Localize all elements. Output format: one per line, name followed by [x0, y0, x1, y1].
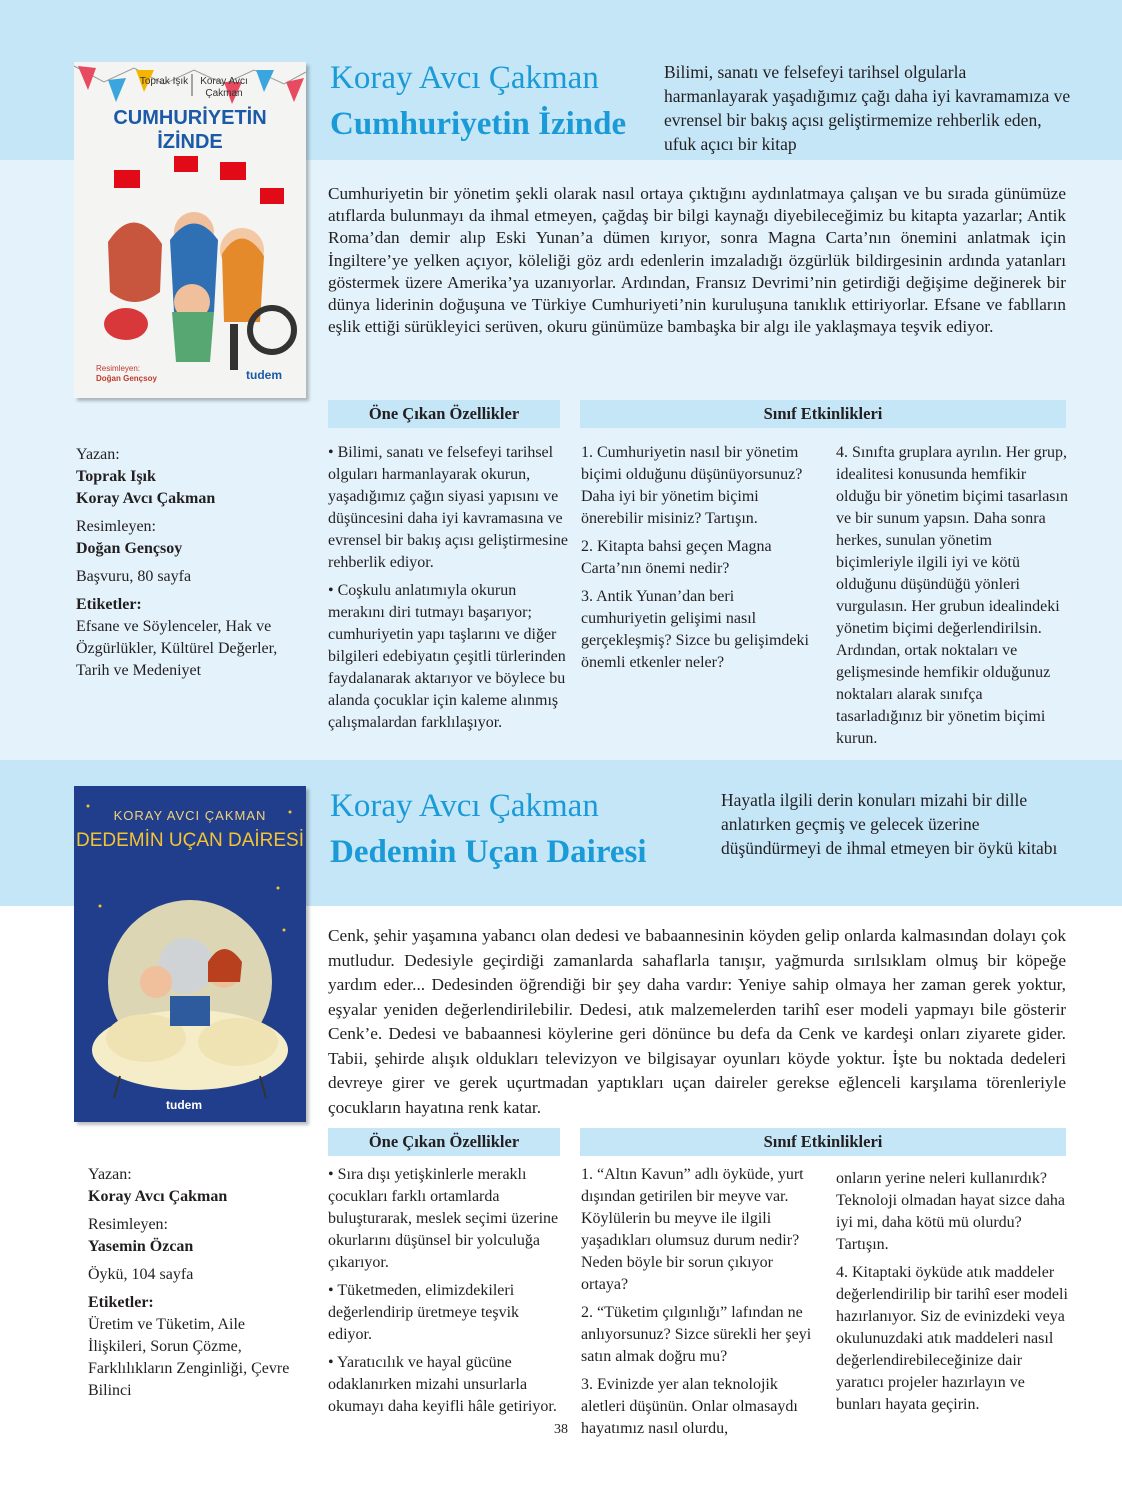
book1-cover-title-1: CUMHURİYETİN	[113, 107, 267, 129]
book1-activity-1: 1. Cumhuriyetin nasıl bir yönetim biçimi olduğunu düşünüyorsunuz? Daha iyi bir yönetim biçimi önerebilir misiniz? Tartışın.	[581, 444, 803, 527]
book1-tags: Efsane ve Söylenceler, Hak ve Özgürlükler, Kültürel Değerler, Tarih ve Medeniyet	[76, 618, 278, 679]
book1-cover-author-2: Koray Avcı Çakman	[200, 76, 248, 99]
book2-activities-col1	[581, 1164, 813, 1446]
book2-cover	[74, 786, 306, 1122]
book1-description: Cumhuriyetin bir yönetim şekli olarak nasıl ortaya çıktığını aydınlatmaya çalışan ve bu sırada günümüze atıflarda bulunmayı da ihmal etmeyen, çağdaş bir bilgi kaynağı diyebileceğimiz bu kitapta yazarlar; Antik Roma’dan demir alıp Eski Yunan’a dümen kırıyor, sonra Magna Carta’nın önemini anlatmak için İngiltere’ye yelken açıyor, köleliği göz ardı edenlerin imzaladığı özgürlük bildirgesinin ardında yatanları göstermek üzere Amerika’ya uzanıyorlar. Ardından, Fransız Devrimi’nin getirdiği değişime değinerek bir dünya liderinin doğuşuna ve Türkiye Cumhuriyeti’nin kuruluşuna tanıklık ettiriyorlar. Efsane ve fablların eşlik ettiği sürükleyici serüven, okuru günümüze bambaşka bir algı ile yaklaşmaya teşvik ediyor.	[328, 184, 1066, 337]
book2-cover-author: KORAY AVCI ÇAKMAN	[113, 808, 267, 823]
book2-tags: Üretim ve Tüketim, Aile İlişkileri, Sorun Çözme, Farklılıkların Zenginliği, Çevre Bilinci	[88, 1316, 290, 1399]
book1-writer-label: Yazan:	[76, 446, 120, 463]
book2-format: Öykü, 104 sayfa	[88, 1266, 194, 1283]
book1-tags-label: Etiketler:	[76, 596, 142, 613]
book2-activity-2: 2. “Tüketim çılgınlığı” lafından ne anlıyorsunuz? Sizce sürekli her şeyi satın almak doğru mu?	[581, 1304, 812, 1365]
book2-illustrator: Yasemin Özcan	[88, 1238, 194, 1255]
book2-features	[328, 1164, 564, 1424]
book1-format: Başvuru, 80 sayfa	[76, 568, 192, 585]
book2-activity-3: 3. Evinizde yer alan teknolojik aletleri düşünün. Onlar olmasaydı hayatımız nasıl olurdu,	[581, 1376, 798, 1437]
book2-author: Koray Avcı Çakman	[330, 788, 599, 824]
book1-cover-publisher: tudem	[246, 368, 282, 382]
book1-cover-illustrator: Doğan Gençsoy	[96, 374, 157, 383]
book2-illustrator-label: Resimleyen:	[88, 1216, 168, 1233]
book2-writer-1: Koray Avcı Çakman	[88, 1188, 228, 1205]
book2-title: Dedemin Uçan Dairesi	[330, 834, 647, 870]
book2-description: Cenk, şehir yaşamına yabancı olan dedesi ve babaannesinin köyden gelip onlarda kalmasından dolayı çok mutludur. Dedesiyle geçirdiği zamanlarda sahaflarla tanışır, yağmurda sırılsıklam olmuş bir köpeğe yardım eder... Dedesinden öğrendiği bir şey daha vardır: Yeniye sahip olmaya her zaman gerek yoktur, eşyalar yeniden değerlendirilebilir. Dedesi, atık malzemelerden tarihî eser modeli yapmayı bile gösterir Cenk’e. Dedesi ve babaannesi köylerine geri dönünce bu defa da Cenk ve kardeşi onları ziyarete gider. Tabii, şehirde alışık oldukları televizyon ve bilgisayar oyunları köyde yoktur. İşte bu noktada dedeleri devreye girer ve gerek uçurtmadan yaptıkları uçan daireler gerekse eğlenceli karşılama törenleriyle çocukların hayatına renk katar.	[328, 926, 1066, 1117]
book1-summary: Bilimi, sanatı ve felsefeyi tarihsel olgularla harmanlayarak yaşadığımız çağı daha iyi kavramamıza ve evrensel bir bakış açısı geliştirmemize rehberlik eden, ufuk açıcı bir kitap	[664, 62, 1071, 154]
book2-activity-1: 1. “Altın Kavun” adlı öyküde, yurt dışından getirilen bir meyve var. Köylülerin bu meyve ile ilgili yaşadıkları olumsuz durum nedir? Neden böyle bir sorun çıkıyor ortaya?	[581, 1166, 804, 1293]
book1-illustrator: Doğan Gençsoy	[76, 540, 183, 557]
book2-activity-3-cont: onların yerine neleri kullanırdık? Teknoloji olmadan hayat sizce daha iyi mi, daha kötü mü olurdu? Tartışın.	[836, 1170, 1066, 1253]
book1-title: Cumhuriyetin İzinde	[330, 106, 627, 142]
book1-activities-col1	[581, 442, 813, 680]
book1-author: Koray Avcı Çakman	[330, 60, 599, 96]
book1-writer-2: Koray Avcı Çakman	[76, 490, 216, 507]
book1-cover-author-1: Toprak Işık	[139, 76, 189, 87]
book1-cover	[74, 62, 306, 398]
book2-feature-3: • Yaratıcılık ve hayal gücüne odaklanırken mizahi unsurlarla okumayı daha keyifli hâle getiriyor.	[328, 1354, 557, 1415]
book2-summary: Hayatla ilgili derin konuları mizahi bir dille anlatırken geçmiş ve gelecek üzerine düşündürmeyi de ihmal etmeyen bir öykü kitabı	[721, 790, 1058, 858]
book2-activities-col2	[836, 1168, 1068, 1422]
book1-activity-4: 4. Sınıfta gruplara ayrılın. Her grup, idealitesi konusunda hemfikir olduğu bir yönetim biçimi tasarlasın ve bir sunum yapsın. Daha sonra herkes, sunulan yönetim biçimleriyle ilgili iyi ve kötü olduğunu düşündüğü yönleri vurgulasın. Her grubun idealindeki yönetim biçimi değerlendirilsin. Ardından, ortak noktaları ve gelişmesinde hemfikir olduğunuz noktaları alarak sınıfça tasarladığınız bir yönetim biçimi kurun.	[836, 444, 1068, 747]
book1-cover-illustrator-label: Resimleyen:	[96, 364, 141, 373]
book2-cover-title: DEDEMİN UÇAN DAİRESİ	[75, 830, 305, 851]
book1-activity-3: 3. Antik Yunan’dan beri cumhuriyetin gelişimi nasıl gerçekleşmiş? Sizce bu gelişimdeki önemli etkenler neler?	[581, 588, 809, 671]
book2-writer-label: Yazan:	[88, 1166, 132, 1183]
book1-features	[328, 442, 568, 740]
book1-cover-title-2: İZİNDE	[157, 131, 223, 153]
book1-activities-heading: Sınıf Etkinlikleri	[580, 400, 1066, 428]
book2-activity-4: 4. Kitaptaki öyküde atık maddeler değerlendirilip bir tarihî eser modeli hazırlanıyor. Siz de evinizdeki veya okulunuzdaki atık maddeleri nasıl değerlendirebileceğinize dair yaratıcı projeler hazırlayın ve bunları hayata geçirin.	[836, 1264, 1068, 1413]
book2-feature-2: • Tüketmeden, elimizdekileri değerlendirip üretmeye teşvik ediyor.	[328, 1282, 520, 1343]
page-number: 38	[554, 1422, 568, 1437]
book1-features-heading: Öne Çıkan Özellikler	[328, 400, 560, 428]
book1-feature-1: • Bilimi, sanatı ve felsefeyi tarihsel olguları harmanlayarak okurun, yaşadığımız çağın siyasi yapısını ve düşüncesini daha iyi kavramasına ve evrensel bir bakış açısı geliştirmesine rehberlik ediyor.	[328, 444, 568, 571]
book2-activities-heading: Sınıf Etkinlikleri	[580, 1128, 1066, 1156]
book2-tags-label: Etiketler:	[88, 1294, 154, 1311]
book1-meta	[76, 444, 296, 682]
book1-writer-1: Toprak Işık	[76, 468, 156, 485]
book1-activity-2: 2. Kitapta bahsi geçen Magna Carta’nın önemi nedir?	[581, 538, 772, 577]
book2-meta	[88, 1164, 308, 1402]
book1-activities-col2	[836, 442, 1068, 756]
book1-illustrator-label: Resimleyen:	[76, 518, 156, 535]
book2-cover-publisher: tudem	[166, 1098, 202, 1112]
book1-feature-2: • Coşkulu anlatımıyla okurun merakını diri tutmayı başarıyor; cumhuriyetin yapı taşlarını ve diğer bilgileri edebiyatın çeşitli türlerinden faydalanarak aktarıyor ve böylece bu alanda çocuklar için kaleme alınmış çalışmalardan farklılaşıyor.	[328, 582, 566, 731]
book2-features-heading: Öne Çıkan Özellikler	[328, 1128, 560, 1156]
book2-feature-1: • Sıra dışı yetişkinlerle meraklı çocukları farklı ortamlarda buluşturarak, meslek seçimi üzerine okurlarını düşünsel bir yolculuğa çıkarıyor.	[328, 1166, 559, 1271]
